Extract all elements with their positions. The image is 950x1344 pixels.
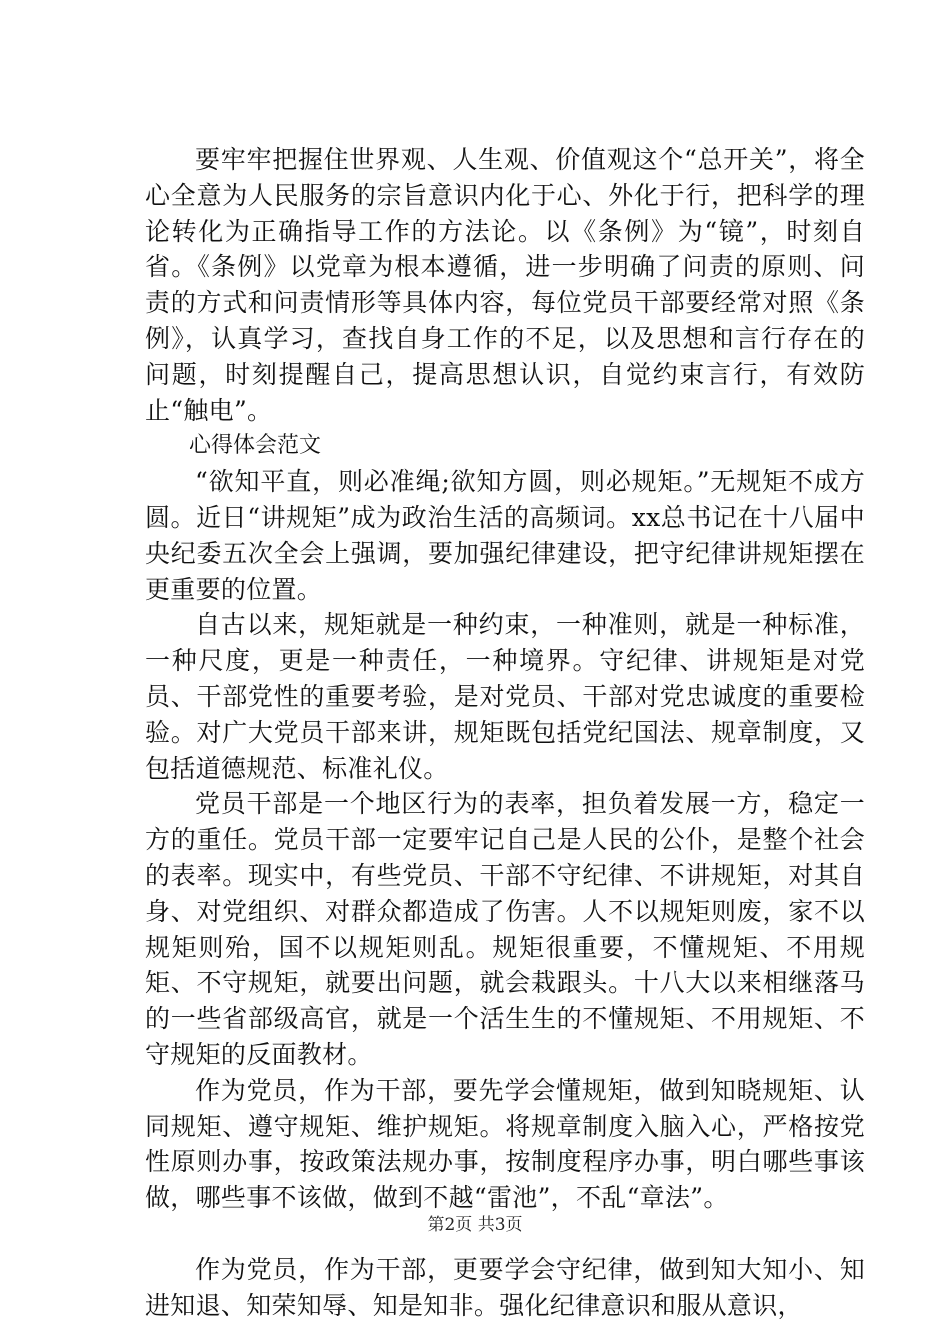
paragraph-5: 作为党员，作为干部，要先学会懂规矩，做到知晓规矩、认同规矩、遵守规矩、维护规矩。将规章制度入脑入心，严格按党性原则办事，按政策法规办事，按制度程序办事，明白哪些事该做，哪些事不该做，做到不越“雷池”，不乱“章法”。	[145, 1075, 865, 1213]
paragraph-2: “欲知平直，则必准绳;欲知方圆，则必规矩。”无规矩不成方圆。近日“讲规矩”成为政治生活的高频词。xx总书记在十八届中央纪委五次全会上强调，要加强纪律建设，把守纪律讲规矩摆在更重要的位置。	[145, 467, 865, 604]
paragraph-1: 要牢牢把握住世界观、人生观、价值观这个“总开关”，将全心全意为人民服务的宗旨意识内化于心、外化于行，把科学的理论转化为正确指导工作的方法论。以《条例》为“镜”，时刻自省。《条例》以党章为根本遵循，进一步明确了问责的原则、问责的方式和问责情形等具体内容，每位党员干部要经常对照《条例》，认真学习，查找自身工作的不足，以及思想和言行存在的问题，时刻提醒自己，提高思想认识，自觉约束言行，有效防止“触电”。	[145, 145, 865, 425]
section-heading: 心得体会范文	[189, 433, 322, 459]
page-number-footer: 第2页 共3页	[427, 1215, 523, 1235]
paragraph-6: 作为党员，作为干部，更要学会守纪律，做到知大知小、知进知退、知荣知辱、知是知非。强化纪律意识和服从意识，	[145, 1254, 865, 1320]
paragraph-3: 自古以来，规矩就是一种约束，一种准则，就是一种标准，一种尺度，更是一种责任，一种境界。守纪律、讲规矩是对党员、干部党性的重要考验，是对党员、干部对党忠诚度的重要检验。对广大党员干部来讲，规矩既包括党纪国法、规章制度，又包括道德规范、标准礼仪。	[145, 610, 865, 783]
document-body	[145, 142, 865, 1324]
paragraph-4: 党员干部是一个地区行为的表率，担负着发展一方，稳定一方的重任。党员干部一定要牢记自己是人民的公仆，是整个社会的表率。现实中，有些党员、干部不守纪律、不讲规矩，对其自身、对党组织、对群众都造成了伤害。人不以规矩则废，家不以规矩则殆，国不以规矩则乱。规矩很重要，不懂规矩、不用规矩、不守规矩，就要出问题，就会栽跟头。十八大以来相继落马的一些省部级高官，就是一个活生生的不懂规矩、不用规矩、不守规矩的反面教材。	[145, 789, 865, 1069]
